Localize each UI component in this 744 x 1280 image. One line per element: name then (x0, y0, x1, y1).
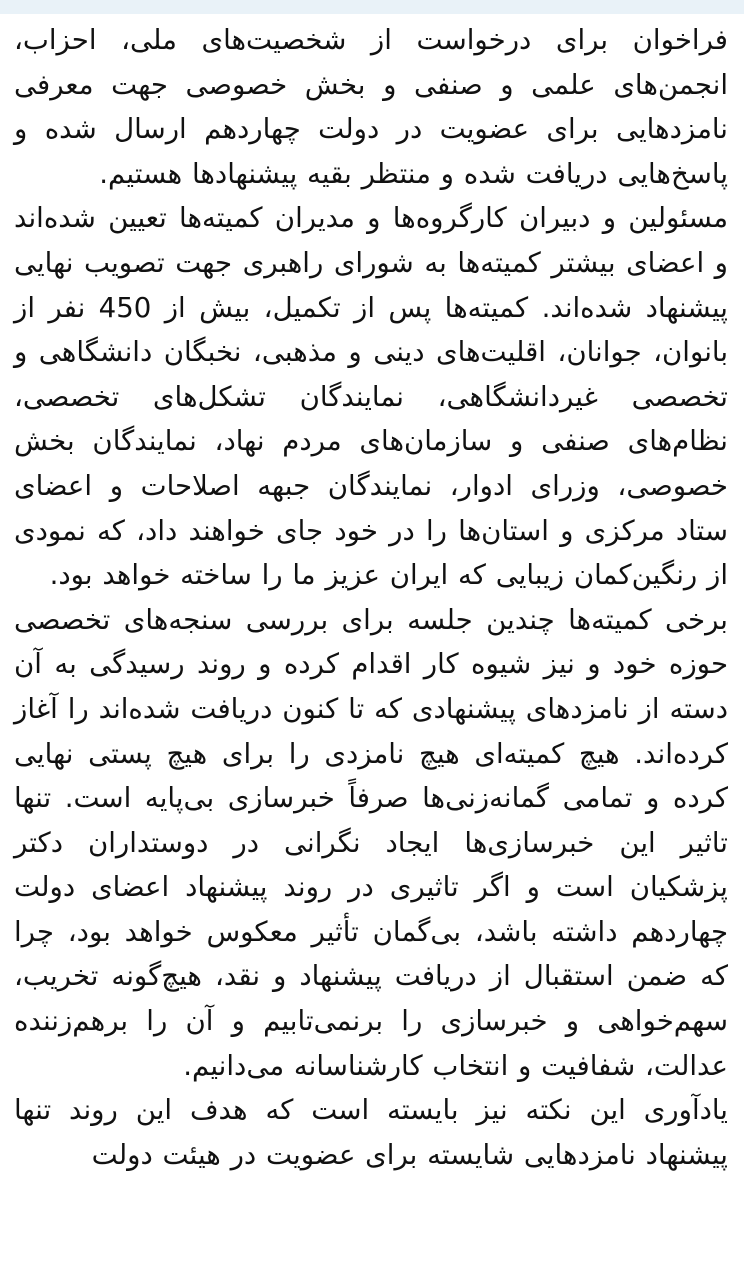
paragraph-committees: مسئولین و دبیران کارگروه‌ها و مدیران کمیته‌ها تعیین شده‌اند و اعضای بیشتر کمیته‌ها به شورای راهبری جهت تصویب نهایی پیشنهاد شده‌اند. کمیته‌ها پس از تکمیل، بیش از 450 نفر از بانوان، جوانان، اقلیت‌های دینی و مذهبی، نخبگان دانشگاهی و تخصصی غیردانشگاهی، نمایندگان تشکل‌های تخصصی، نظام‌های صنفی و سازمان‌های مردم نهاد، نمایندگان بخش خصوصی، وزرای ادوار، نمایندگان جبهه اصلاحات و اعضای ستاد مرکزی و استان‌ها را در خود جای خواهند داد، که نمودی از رنگین‌کمان زیبایی که ایران عزیز ما را ساخته خواهد بود. (14, 201, 728, 592)
paragraph-reminder: یادآوری این نکته نیز بایسته است که هدف این روند تنها پیشنهاد نامزدهایی شایسته برای عضویت در هیئت دولت (14, 1093, 728, 1171)
paragraph-call-for-nominations: فراخوان برای درخواست از شخصیت‌های ملی، احزاب، انجمن‌های علمی و صنفی و بخش خصوصی جهت معرفی نامزدهایی برای عضویت در دولت چهاردهم ارسال شده و پاسخ‌هایی دریافت شده و منتظر بقیه پیشنهادها هستیم. (14, 23, 728, 190)
paragraph-speculation: برخی کمیته‌ها چندین جلسه برای بررسی سنجه‌های تخصصی حوزه خود و نیز شیوه کار اقدام کرده و روند رسیدگی به آن دسته از نامزدهای پیشنهادی که تا کنون دریافت شده‌اند را آغاز کرده‌اند. هیچ کمیته‌ای هیچ نامزدی را برای هیچ پستی نهایی کرده و تمامی گمانه‌زنی‌ها صرفاً خبرسازی بی‌پایه است. تنها تاثیر این خبرسازی‌ها ایجاد نگرانی در دوستداران دکتر پزشکیان است و اگر تاثیری در روند پیشنهاد اعضای دولت چهاردهم داشته باشد، بی‌گمان تأثیر معکوس خواهد بود، چرا که ضمن استقبال از دریافت پیشنهاد و نقد، هیچ‌گونه تخریب، سهم‌خواهی و خبرسازی را برنمی‌تابیم و آن را برهم‌زننده عدالت، شفافیت و انتخاب کارشناسانه می‌دانیم. (14, 602, 728, 1082)
top-bar (0, 0, 744, 14)
message-text (14, 18, 728, 1177)
